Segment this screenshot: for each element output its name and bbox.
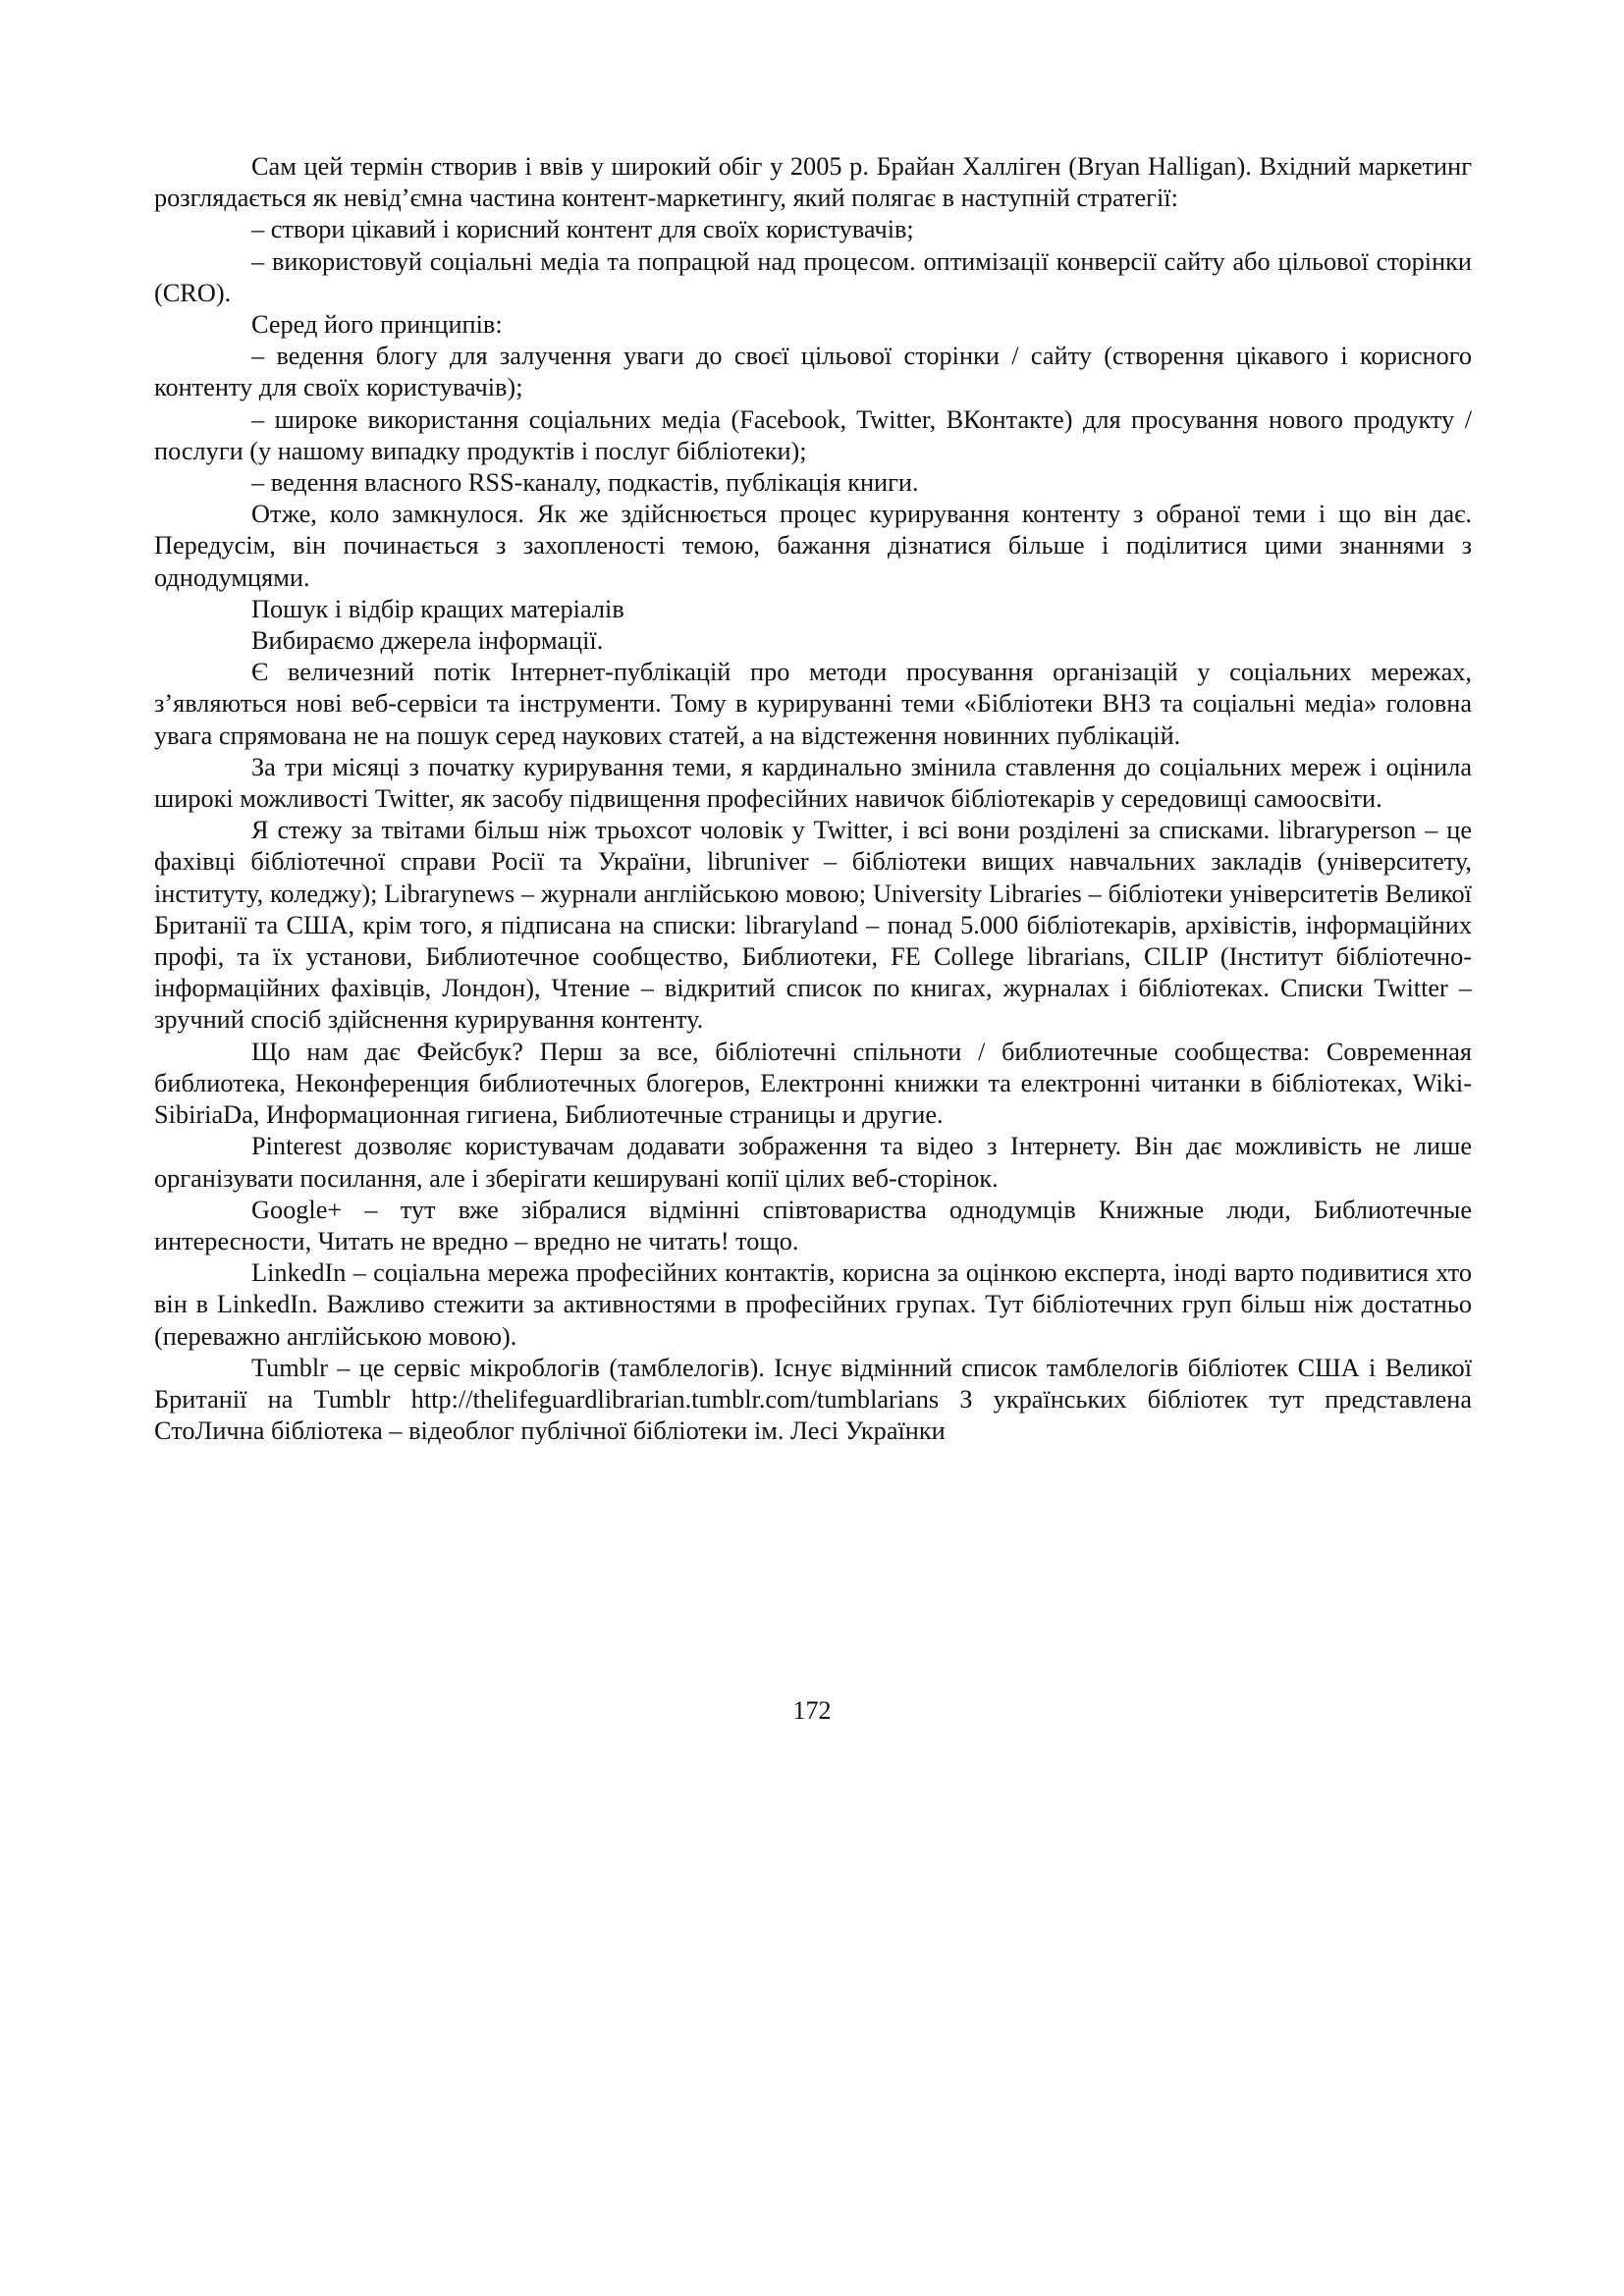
- paragraph-choose-sources: Вибираємо джерела інформації.: [251, 626, 604, 656]
- list-item-rss: – ведення власного RSS-каналу, подкастів, публікація книги.: [251, 468, 919, 498]
- paragraph-google-plus: Google+ – тут вже зібралися відмінні співтовариства однодумців Книжные люди, Библиотечные интересности, Читать не вредно – вредно не читать! тощо.: [154, 1195, 1472, 1255]
- paragraph-facebook: Що нам дає Фейсбук? Перш за все, бібліотечні спільноти / библиотечные сообщества: Современная библиотека, Неконференция библиотечных блогеров, Електронні книжки та електронні читанки в бібліотеках, Wiki-SibiriaDa, Информационная гигиена, Библиотечные страницы и другие.: [154, 1037, 1472, 1130]
- paragraph-internet-publications: Є величезний потік Інтернет-публікацій про методи просування організацій у соціальних мережах, з’являються нові веб-сервіси та інструменти. Тому в курируванні теми «Бібліотеки ВНЗ та соціальні медіа» головна увага спрямована не на пошук серед наукових статей, а на відстеження новинних публікацій.: [154, 658, 1472, 750]
- paragraph-tumblr: Tumblr – це сервіс мікроблогів (тамблелогів). Існує відмінний список тамблелогів бібліотек США і Великої Британії на Tumblr http://thelifeguardlibrarian.tumblr.com/tumblarians З українських бібліотек тут представлена СтоЛична бібліотека – відеоблог публічної бібліотеки ім. Лесі Українки: [154, 1353, 1472, 1446]
- paragraph-pinterest: Pinterest дозволяє користувачам додавати зображення та відео з Інтернету. Він дає можливість не лише організувати посилання, але і зберігати кешируванi копії цілих веб-сторінок.: [154, 1132, 1472, 1193]
- paragraph-curation-process: Отже, коло замкнулося. Як же здійснюється процес курирування контенту з обраної теми і що він дає. Передусім, він починається з захопленості темою, бажання дізнатися більше і поділитися цими знаннями з однодумцями.: [154, 500, 1472, 592]
- paragraph-three-months: За три місяці з початку курирування теми, я кардинально змінила ставлення до соціальних мереж і оцінила широкі можливості Twitter, як засобу підвищення професійних навичок бібліотекарів у середовищі самоосвіти.: [154, 752, 1472, 814]
- paragraph-twitter-lists: Я стежу за твітами більш ніж трьохсот чоловік у Twitter, і всі вони розділені за списками. libraryperson – це фахівці бібліотечної справи Росії та України, libruniver – бібліотеки вищих навчальних закладів (університету, інституту, коледжу); Librarynews – журнали англійською мовою; University Libraries – бібліотеки університетів Великої Британії та США, крім того, я підписана на списки: libraryland – понад 5.000 бібліотекарів, архівістів, інформаційних профі, та їх установи, Библиотечное сообщество, Библиотеки, FE College librarians, CILIP (Інститут бібліотечно-інформаційних фахівців, Лондон), Чтение – відкритий список по книгах, журналах і бібліотеках. Списки Twitter – зручний спосіб здійснення курирування контенту.: [154, 816, 1472, 1035]
- paragraph-halligan: Сам цей термін створив і ввів у широкий обіг у 2005 р. Брайан Халліген (Bryan Halligan). Вхідний маркетинг розглядається як невід’ємна частина контент-маркетингу, який полягає в наступній стратегії:: [154, 152, 1472, 213]
- paragraph-linkedin: LinkedIn – соціальна мережа професійних контактів, корисна за оцінкою експерта, іноді варто подивитися хто він в LinkedIn. Важливо стежити за активностями в професійних групах. Тут бібліотечних груп більш ніж достатньо (переважно англійською мовою).: [154, 1258, 1472, 1351]
- list-item-social-media-cro: – використовуй соціальні медіа та попрацюй над процесом. оптимізації конверсії сайту або цільової сторінки (CRO).: [154, 246, 1472, 307]
- paragraph-search-selection: Пошук і відбір кращих матеріалів: [251, 594, 624, 623]
- page-number: 172: [792, 1696, 832, 1725]
- list-item-create-content: – створи цікавий і корисний контент для своїх користувачів;: [251, 215, 914, 244]
- page-body: [154, 151, 1472, 1447]
- list-item-blogging: – ведення блогу для залучення уваги до своєї цільової сторінки / сайту (створення цікавого і корисного контенту для своїх користувачів);: [154, 342, 1472, 402]
- paragraph-principles-heading: Серед його принципів:: [251, 310, 503, 340]
- list-item-social-promotion: – широке використання соціальних медіа (Facebook, Twitter, ВКонтакте) для просування нового продукту / послуги (у нашому випадку продуктів і послуг бібліотеки);: [154, 404, 1472, 465]
